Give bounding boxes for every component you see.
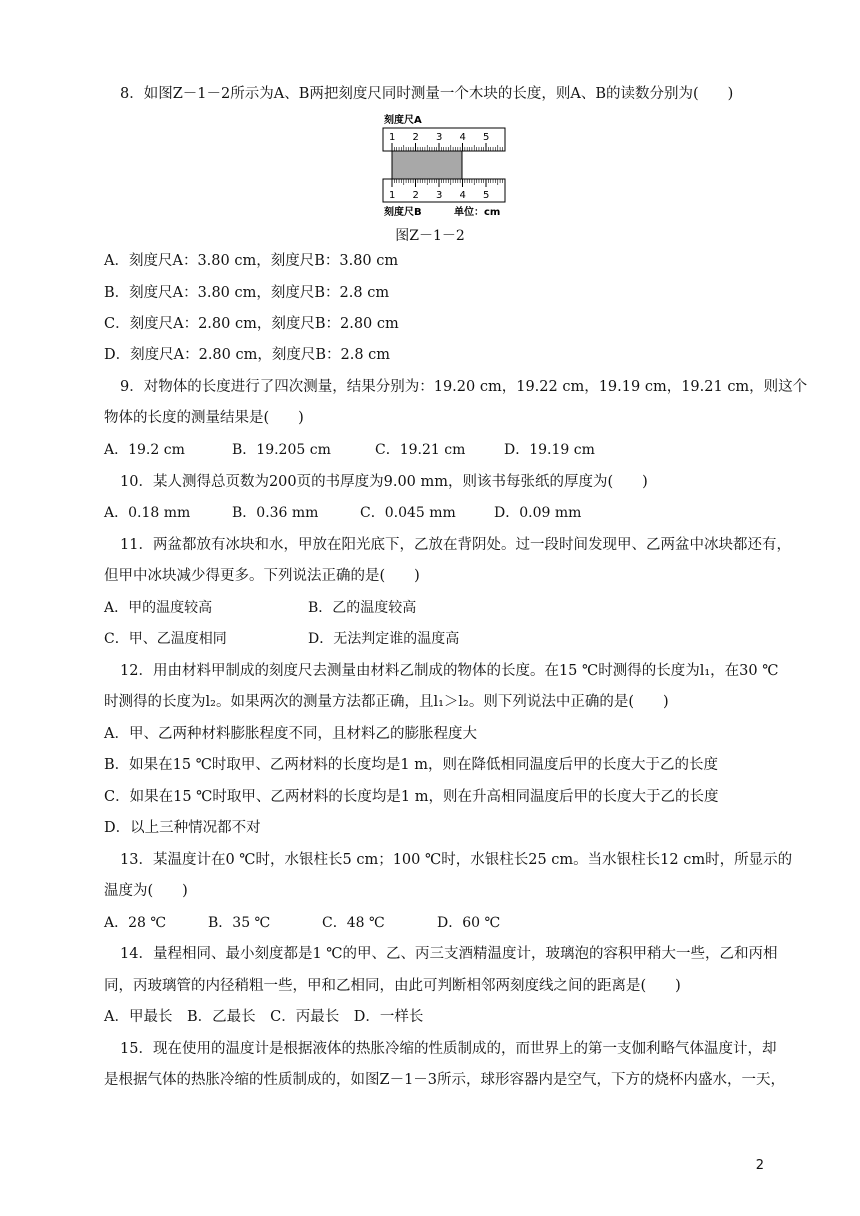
unit-label: 单位：cm	[454, 207, 501, 218]
q13-stem-1: 13．某温度计在0 ℃时，水银柱长5 cm；100 ℃时，水银柱长25 cm。当水银柱长12 cm时，所显示的	[120, 852, 793, 868]
q10-option-d: D．0.09 mm	[494, 505, 582, 521]
q11-stem-2: 但甲中冰块减少得更多。下列说法正确的是( )	[104, 568, 420, 584]
q9-option-b: B．19.205 cm	[232, 442, 331, 458]
q8-option-b: B．刻度尺A：3.80 cm，刻度尺B：2.8 cm	[104, 285, 390, 301]
q12-option-c: C．如果在15 ℃时取甲、乙两材料的长度均是1 m，则在升高相同温度后甲的长度大于乙的长度	[104, 789, 719, 805]
q9-option-d: D．19.19 cm	[504, 442, 595, 458]
q12-option-d: D．以上三种情况都不对	[104, 820, 261, 836]
q8-stem: 8．如图Z－1－2所示为A、B两把刻度尺同时测量一个木块的长度，则A、B的读数分别为( )	[120, 86, 734, 102]
q10-option-b: B．0.36 mm	[232, 505, 319, 521]
q12-option-a: A．甲、乙两种材料膨胀程度不同，且材料乙的膨胀程度大	[104, 726, 477, 742]
q11-option-b: B．乙的温度较高	[308, 600, 417, 616]
q8-option-c: C．刻度尺A：2.80 cm，刻度尺B：2.80 cm	[104, 316, 399, 332]
page-number: 2	[755, 1158, 764, 1173]
q8-option-d: D．刻度尺A：2.80 cm，刻度尺B：2.8 cm	[104, 347, 391, 363]
ruler-a-number: 2	[412, 132, 419, 143]
q13-option-b: B．35 ℃	[208, 915, 271, 931]
ruler-b-label: 刻度尺B	[384, 207, 422, 218]
q15-stem-1: 15．现在使用的温度计是根据液体的热胀冷缩的性质制成的，而世界上的第一支伽利略气体温度计，却	[120, 1041, 777, 1057]
ruler-diagram	[380, 112, 520, 222]
ruler-a-label: 刻度尺A	[384, 115, 422, 126]
q9-option-a: A．19.2 cm	[104, 442, 185, 458]
ruler-b-number: 1	[389, 190, 396, 201]
q13-option-a: A．28 ℃	[104, 915, 167, 931]
ruler-a-number: 4	[459, 132, 466, 143]
q14-stem-1: 14．量程相同、最小刻度都是1 ℃的甲、乙、丙三支酒精温度计，玻璃泡的容积甲稍大一些，乙和丙相	[120, 946, 778, 962]
q10-stem: 10．某人测得总页数为200页的书厚度为9.00 mm，则该书每张纸的厚度为( )	[120, 474, 648, 490]
q11-option-a: A．甲的温度较高	[104, 600, 213, 616]
q9-stem-1: 9．对物体的长度进行了四次测量，结果分别为：19.20 cm，19.22 cm，19.19 cm，19.21 cm，则这个	[120, 379, 808, 395]
q13-option-c: C．48 ℃	[322, 915, 385, 931]
q15-stem-2: 是根据气体的热胀冷缩的性质制成的，如图Z－1－3所示，球形容器内是空气，下方的烧杯内盛水，一天，	[104, 1072, 786, 1088]
q12-stem-1: 12．用由材料甲制成的刻度尺去测量由材料乙制成的物体的长度。在15 ℃时测得的长度为l₁，在30 ℃	[120, 663, 779, 679]
wood-block	[392, 151, 462, 179]
q12-option-b: B．如果在15 ℃时取甲、乙两材料的长度均是1 m，则在降低相同温度后甲的长度大于乙的长度	[104, 757, 719, 773]
q11-option-d: D．无法判定谁的温度高	[308, 631, 460, 647]
ruler-figure	[380, 112, 520, 222]
q10-option-a: A．0.18 mm	[104, 505, 191, 521]
ruler-b-number: 4	[459, 190, 466, 201]
ruler-a-number: 1	[389, 132, 396, 143]
q13-stem-2: 温度为( )	[104, 883, 188, 899]
q11-option-c: C．甲、乙温度相同	[104, 631, 227, 647]
q13-option-d: D．60 ℃	[437, 915, 501, 931]
q14-stem-2: 同，丙玻璃管的内径稍粗一些，甲和乙相同，由此可判断相邻两刻度线之间的距离是( )	[104, 978, 681, 994]
q8-option-a: A．刻度尺A：3.80 cm，刻度尺B：3.80 cm	[104, 253, 399, 269]
ruler-a-number: 3	[436, 132, 443, 143]
ruler-b-number: 2	[412, 190, 419, 201]
ruler-b-number: 3	[436, 190, 443, 201]
ruler-a-number: 5	[483, 132, 490, 143]
q11-stem-1: 11．两盆都放有冰块和水，甲放在阳光底下，乙放在背阴处。过一段时间发现甲、乙两盆中冰块都还有，	[120, 537, 791, 553]
q9-stem-2: 物体的长度的测量结果是( )	[104, 410, 304, 426]
q12-stem-2: 时测得的长度为l₂。如果两次的测量方法都正确，且l₁＞l₂。则下列说法中正确的是( )	[104, 694, 669, 710]
figure-caption: 图Z－1－2	[395, 228, 465, 244]
q14-options: A．甲最长 B．乙最长 C．丙最长 D．一样长	[104, 1009, 424, 1025]
q10-option-c: C．0.045 mm	[360, 505, 456, 521]
ruler-b-number: 5	[483, 190, 490, 201]
q9-option-c: C．19.21 cm	[375, 442, 466, 458]
